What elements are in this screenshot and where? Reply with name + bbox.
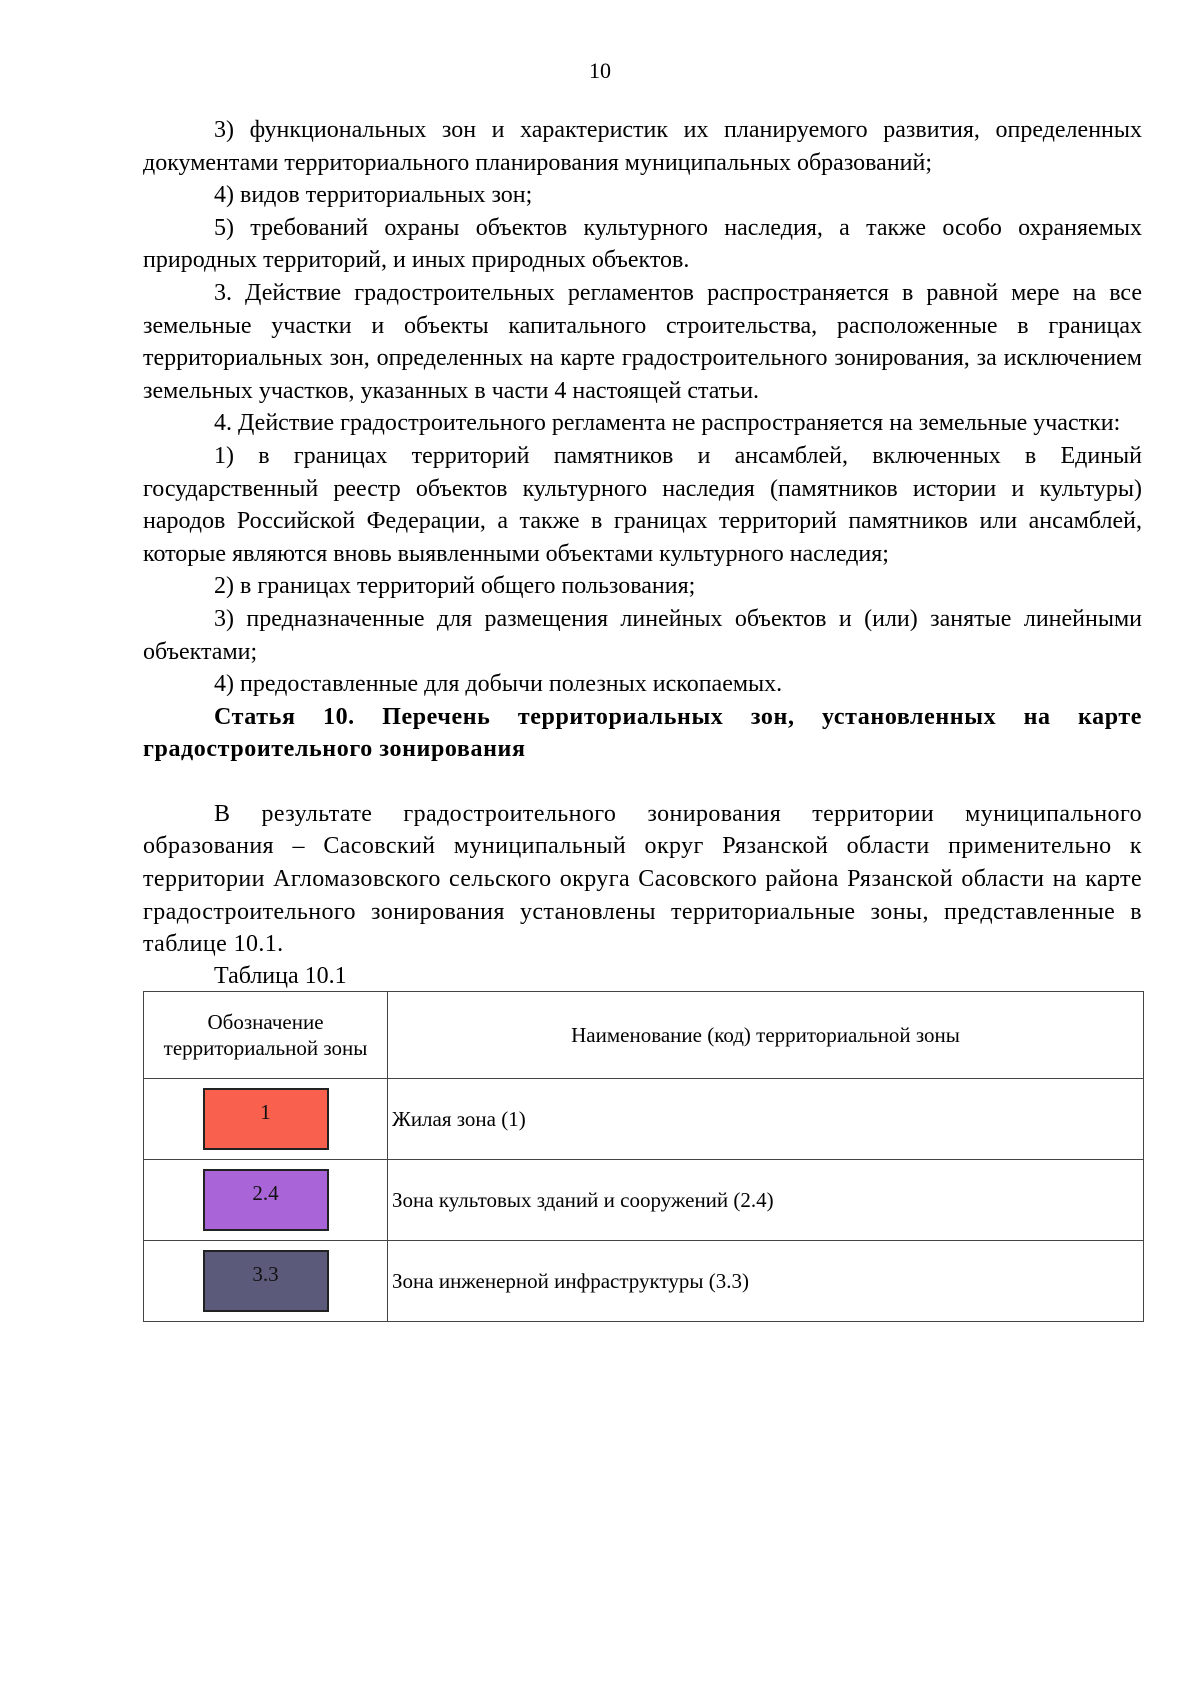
zone-code-cell: [144, 1240, 388, 1321]
paragraph-exception-4: 4) предоставленные для добычи полезных ископаемых.: [214, 671, 783, 698]
table-row: [144, 1159, 1144, 1240]
paragraph-part-3: 3. Действие градостроительных регламентов распространяется в равной мере на все земельные участки и объекты капитального строительства, расположенные в границах территориальных зон, определенных на карте градостроительного зонирования, за исключением земельных участков, указанных в части 4 настоящей статьи.: [143, 279, 1142, 404]
paragraph-item-5: 5) требований охраны объектов культурного наследия, а также особо охраняемых природных территорий, и иных природных объектов.: [143, 214, 1142, 274]
paragraph-exception-3: 3) предназначенные для размещения линейных объектов и (или) занятые линейными объектами;: [143, 605, 1142, 665]
header-code-cell: Обозначение территориальной зоны: [144, 991, 388, 1078]
intro-paragraph: В результате градостроительного зонирования территории муниципального образования – Сасовский муниципальный округ Рязанской области применительно к территории Агломазовского сельского округа Сасовского района Рязанской области на карте градостроительного зонирования установлены территориальные зоны, представленные в таблице 10.1.: [143, 800, 1142, 958]
article-title: Статья 10. Перечень территориальных зон, установленных на карте градостроительного зонирования: [143, 703, 1142, 763]
header-name-cell: Наименование (код) территориальной зоны: [388, 991, 1144, 1078]
zone-color-swatch: 1: [203, 1088, 329, 1150]
paragraph-part-4: 4. Действие градостроительного регламента не распространяется на земельные участки:: [214, 410, 1121, 437]
zone-code-cell: [144, 1078, 388, 1159]
paragraph-exception-2: 2) в границах территорий общего пользования;: [214, 573, 696, 600]
zone-name-cell: Зона культовых зданий и сооружений (2.4): [388, 1159, 1144, 1240]
paragraph-item-4: 4) видов территориальных зон;: [214, 182, 533, 209]
zone-color-swatch: 2.4: [203, 1169, 329, 1231]
zone-code-cell: [144, 1159, 388, 1240]
paragraph-item-3: 3) функциональных зон и характеристик их планируемого развития, определенных документами территориального планирования муниципальных образований;: [143, 117, 1142, 176]
table-header-row: [144, 991, 1144, 1078]
page-number: 10: [589, 58, 611, 83]
zones-table: [143, 991, 1144, 1322]
document-body: [143, 114, 1142, 1322]
table-row: [144, 1240, 1144, 1321]
zone-color-swatch: 3.3: [203, 1250, 329, 1312]
table-row: [144, 1078, 1144, 1159]
zone-name-cell: Жилая зона (1): [388, 1078, 1144, 1159]
zone-name-cell: Зона инженерной инфраструктуры (3.3): [388, 1240, 1144, 1321]
paragraph-exception-1: 1) в границах территорий памятников и ансамблей, включенных в Единый государственный реестр объектов культурного наследия (памятников истории и культуры) народов Российской Федерации, а также в границах территорий памятников или ансамблей, которые являются вновь выявленными объектами культурного наследия;: [143, 442, 1142, 567]
table-caption: Таблица 10.1: [214, 962, 347, 989]
